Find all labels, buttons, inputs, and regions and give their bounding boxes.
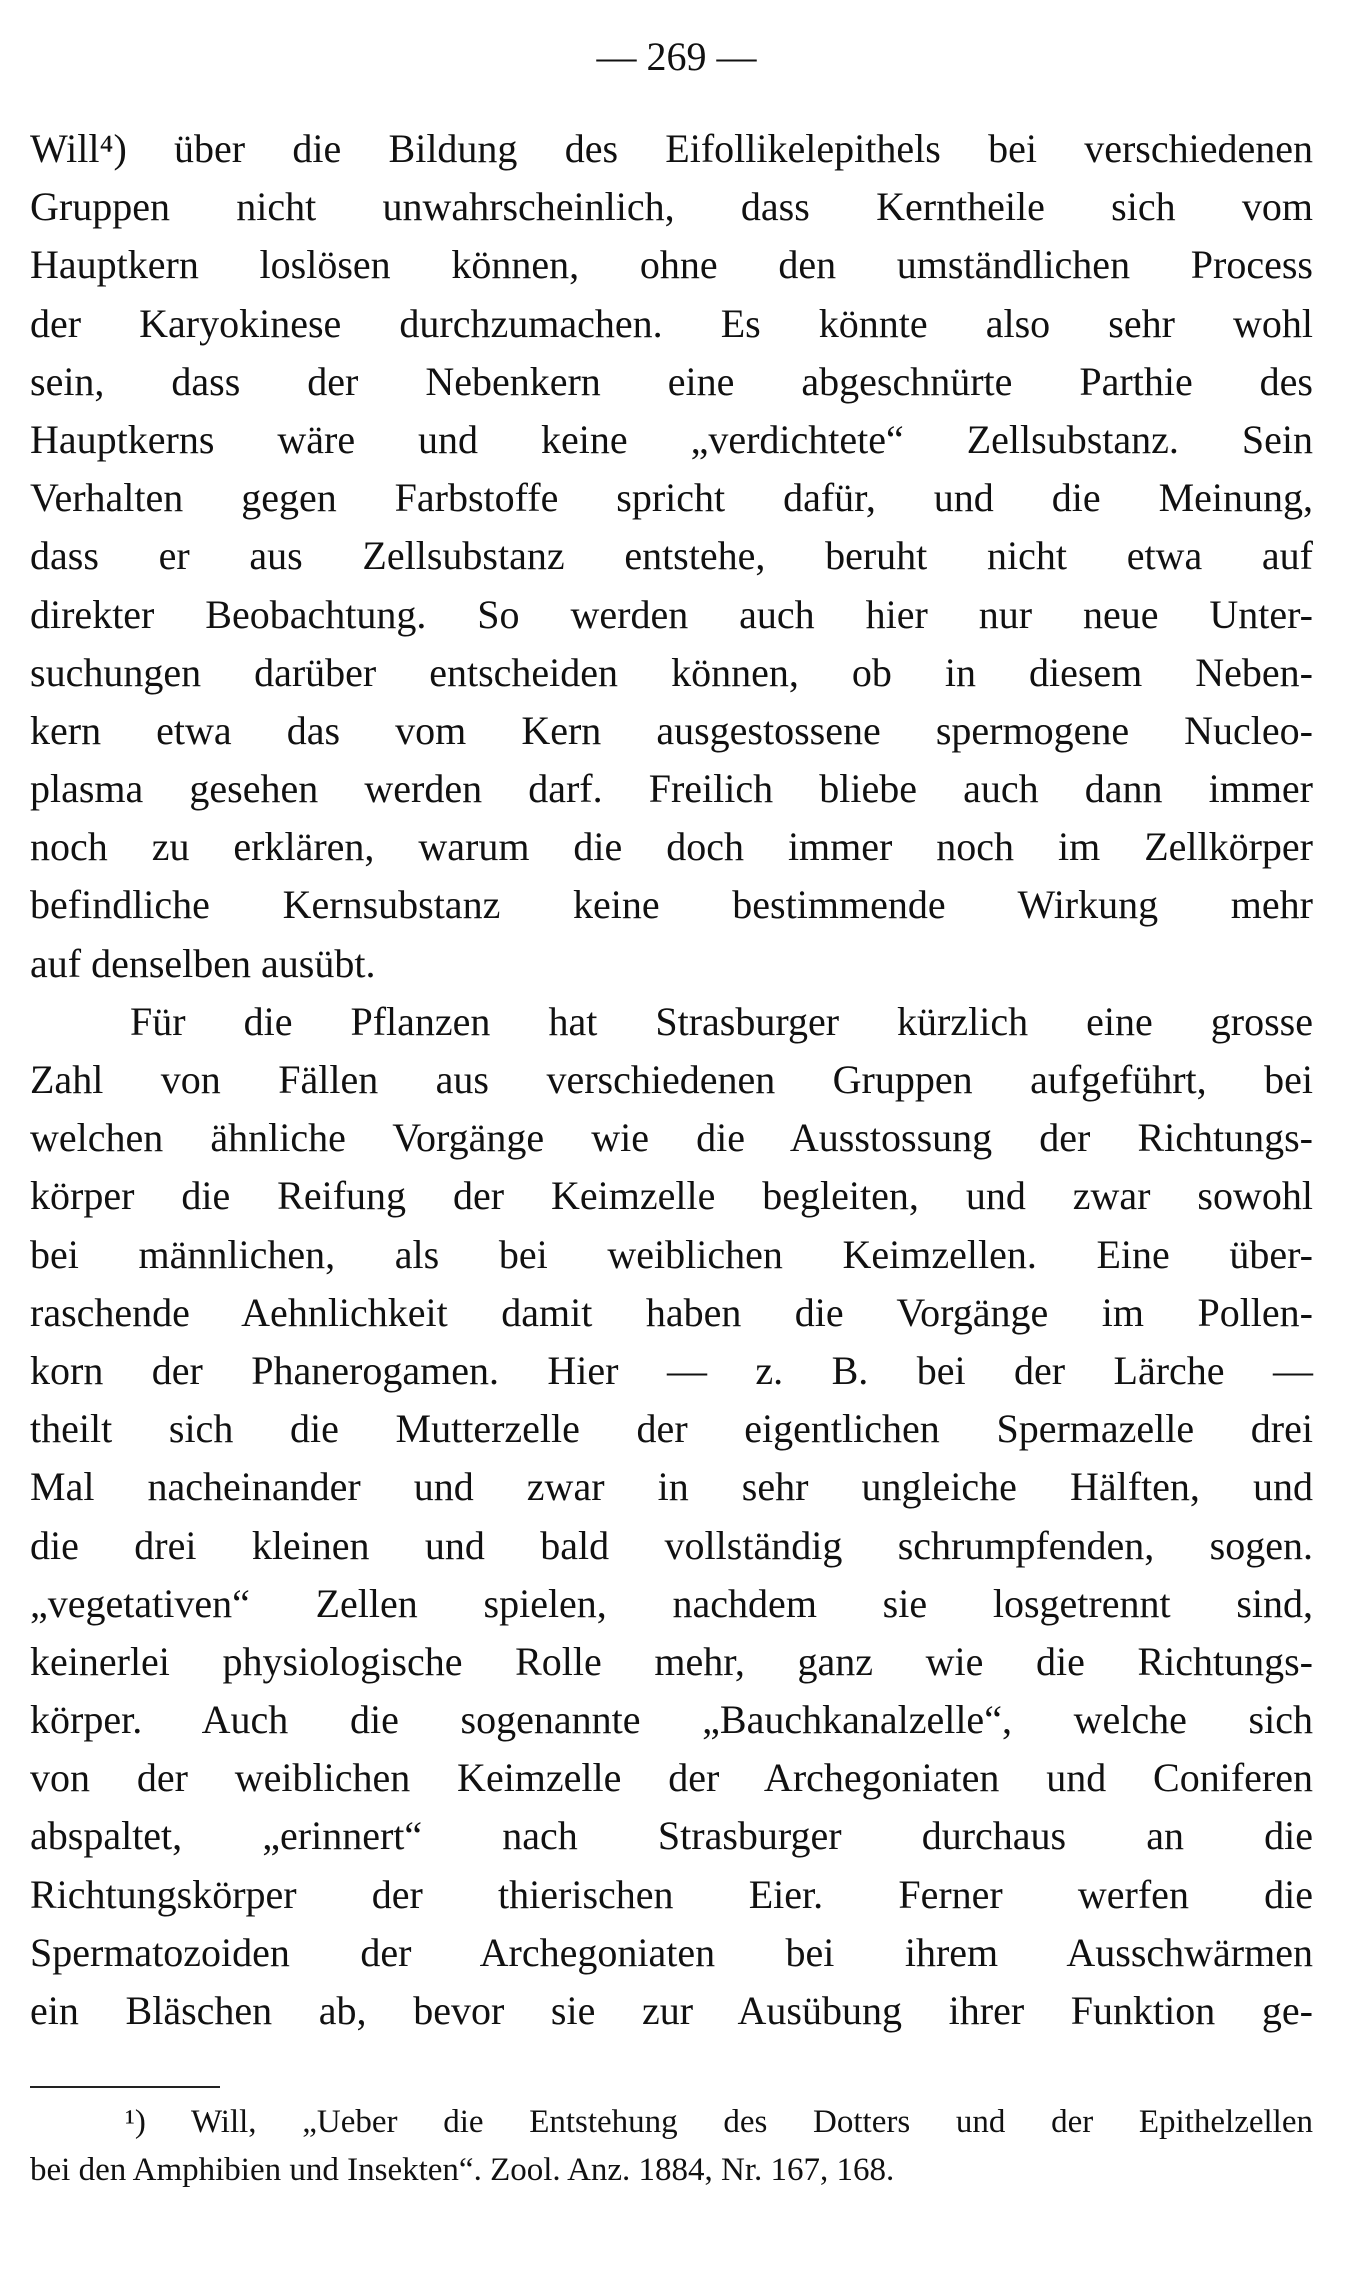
text-line: suchungen darüber entscheiden können, ob in diesem Neben- [30, 649, 1313, 695]
footnote-line: ¹) Will, „Ueber die Entstehung des Dotters und der Epithelzellen [125, 2104, 1313, 2140]
text-line: abspaltet, „erinnert“ nach Strasburger durchaus an die [30, 1813, 1313, 1859]
text-line: „vegetativen“ Zellen spielen, nachdem sie losgetrennt sind, [30, 1580, 1313, 1626]
paragraph-1 [30, 120, 1313, 993]
text-line: auf denselben ausübt. [30, 940, 376, 986]
text-line: bei männlichen, als bei weiblichen Keimzellen. Eine über- [30, 1231, 1313, 1277]
text-line: Will⁴) über die Bildung des Eifollikelepithels bei verschiedenen [30, 126, 1313, 171]
text-line: die drei kleinen und bald vollständig schrumpfenden, sogen. [30, 1522, 1313, 1568]
text-line: theilt sich die Mutterzelle der eigentlichen Spermazelle drei [30, 1406, 1313, 1452]
page-number: — 269 — [596, 34, 757, 79]
text-line: noch zu erklären, warum die doch immer noch im Zellkörper [30, 824, 1313, 870]
text-line: direkter Beobachtung. So werden auch hier nur neue Unter- [30, 591, 1313, 637]
footnote-line: bei den Amphibien und Insekten“. Zool. Anz. 1884, Nr. 167, 168. [30, 2152, 895, 2188]
footnote-divider [30, 2086, 220, 2088]
text-line: dass er aus Zellsubstanz entstehe, beruht nicht etwa auf [30, 533, 1313, 579]
text-line: Für die Pflanzen hat Strasburger kürzlich eine grosse [130, 998, 1313, 1044]
text-line: Hauptkern loslösen können, ohne den umständlichen Process [30, 242, 1313, 288]
text-line: plasma gesehen werden darf. Freilich bliebe auch dann immer [30, 766, 1313, 812]
text-line: der Karyokinese durchzumachen. Es könnte also sehr wohl [30, 300, 1313, 346]
text-line: körper die Reifung der Keimzelle begleiten, und zwar sowohl [30, 1173, 1313, 1219]
text-line: kern etwa das vom Kern ausgestossene spermogene Nucleo- [30, 707, 1313, 753]
text-line: Mal nacheinander und zwar in sehr ungleiche Hälften, und [30, 1464, 1313, 1510]
text-line: körper. Auch die sogenannte „Bauchkanalzelle“, welche sich [30, 1697, 1313, 1743]
text-line: befindliche Kernsubstanz keine bestimmende Wirkung mehr [30, 882, 1313, 928]
text-line: welchen ähnliche Vorgänge wie die Ausstossung der Richtungs- [30, 1115, 1313, 1161]
paragraph-2 [30, 993, 1313, 2040]
text-line: korn der Phanerogamen. Hier — z. B. bei der Lärche — [30, 1347, 1313, 1393]
footnote [30, 2098, 1313, 2194]
text-line: Hauptkerns wäre und keine „verdichtete“ Zellsubstanz. Sein [30, 416, 1313, 462]
text-line: Gruppen nicht unwahrscheinlich, dass Kerntheile sich vom [30, 184, 1313, 230]
text-line: keinerlei physiologische Rolle mehr, ganz wie die Richtungs- [30, 1638, 1313, 1684]
text-line: raschende Aehnlichkeit damit haben die Vorgänge im Pollen- [30, 1289, 1313, 1335]
text-line: Richtungskörper der thierischen Eier. Ferner werfen die [30, 1871, 1313, 1917]
text-line: sein, dass der Nebenkern eine abgeschnürte Parthie des [30, 358, 1313, 404]
body-text [30, 120, 1313, 2040]
text-line: von der weiblichen Keimzelle der Archegoniaten und Coniferen [30, 1755, 1313, 1801]
text-line: Spermatozoiden der Archegoniaten bei ihrem Ausschwärmen [30, 1929, 1313, 1975]
text-line: ein Bläschen ab, bevor sie zur Ausübung ihrer Funktion ge- [30, 1988, 1313, 2033]
text-line: Zahl von Fällen aus verschiedenen Gruppen aufgeführt, bei [30, 1057, 1313, 1102]
text-line: Verhalten gegen Farbstoffe spricht dafür, und die Meinung, [30, 475, 1313, 521]
